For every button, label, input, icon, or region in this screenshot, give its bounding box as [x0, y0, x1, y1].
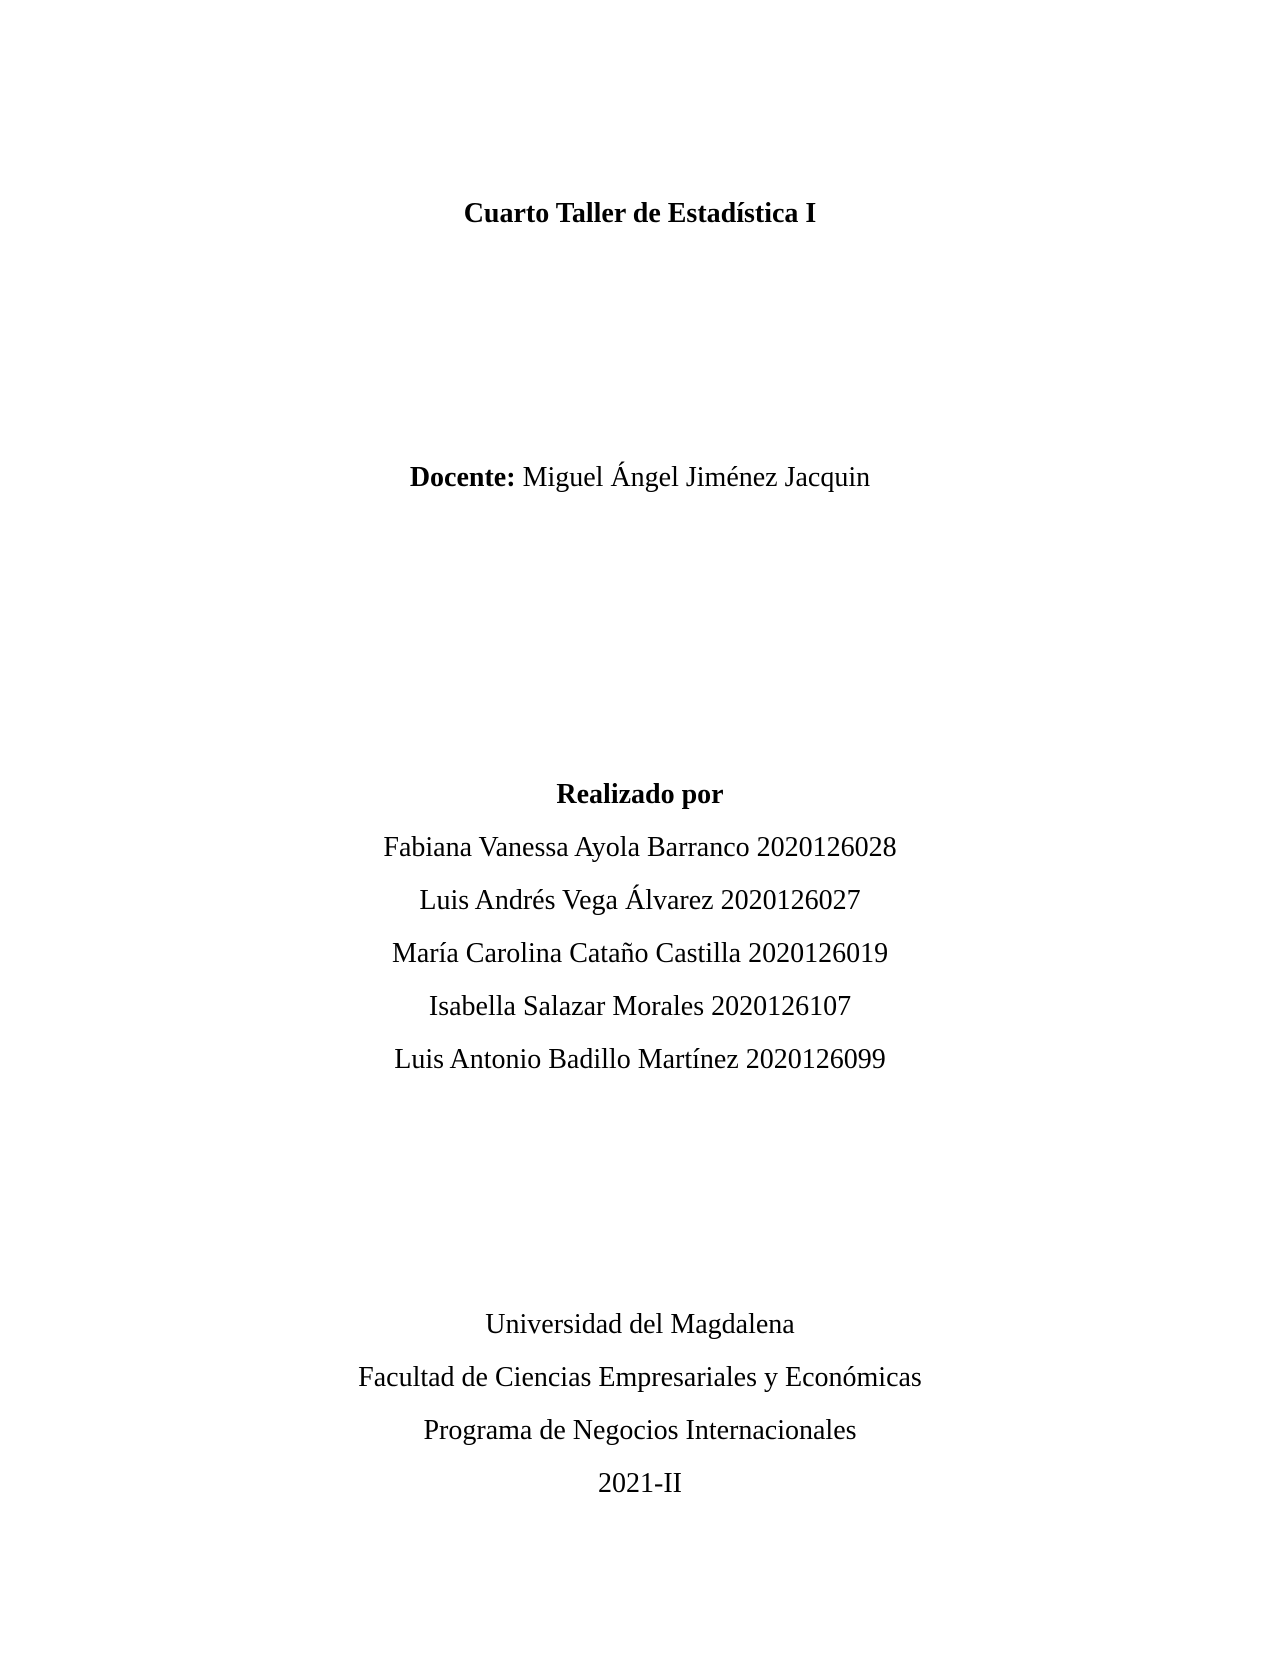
author-line: Luis Andrés Vega Álvarez 2020126027 [419, 885, 861, 916]
faculty-name: Facultad de Ciencias Empresariales y Económicas [358, 1362, 922, 1393]
author-line: Isabella Salazar Morales 2020126107 [428, 991, 852, 1022]
academic-period: 2021-II [598, 1468, 682, 1499]
document-title: Cuarto Taller de Estadística I [463, 198, 817, 229]
authors-heading: Realizado por [556, 779, 724, 810]
university-name: Universidad del Magdalena [485, 1309, 795, 1340]
author-line: Luis Antonio Badillo Martínez 2020126099 [394, 1044, 886, 1075]
teacher-label: Docente: [409, 462, 516, 493]
teacher-name: Miguel Ángel Jiménez Jacquin [522, 462, 871, 493]
program-name: Programa de Negocios Internacionales [423, 1415, 857, 1446]
author-line: Fabiana Vanessa Ayola Barranco 2020126028 [383, 832, 897, 863]
teacher-line [0, 461, 1280, 495]
author-line: María Carolina Cataño Castilla 2020126019 [391, 938, 889, 969]
